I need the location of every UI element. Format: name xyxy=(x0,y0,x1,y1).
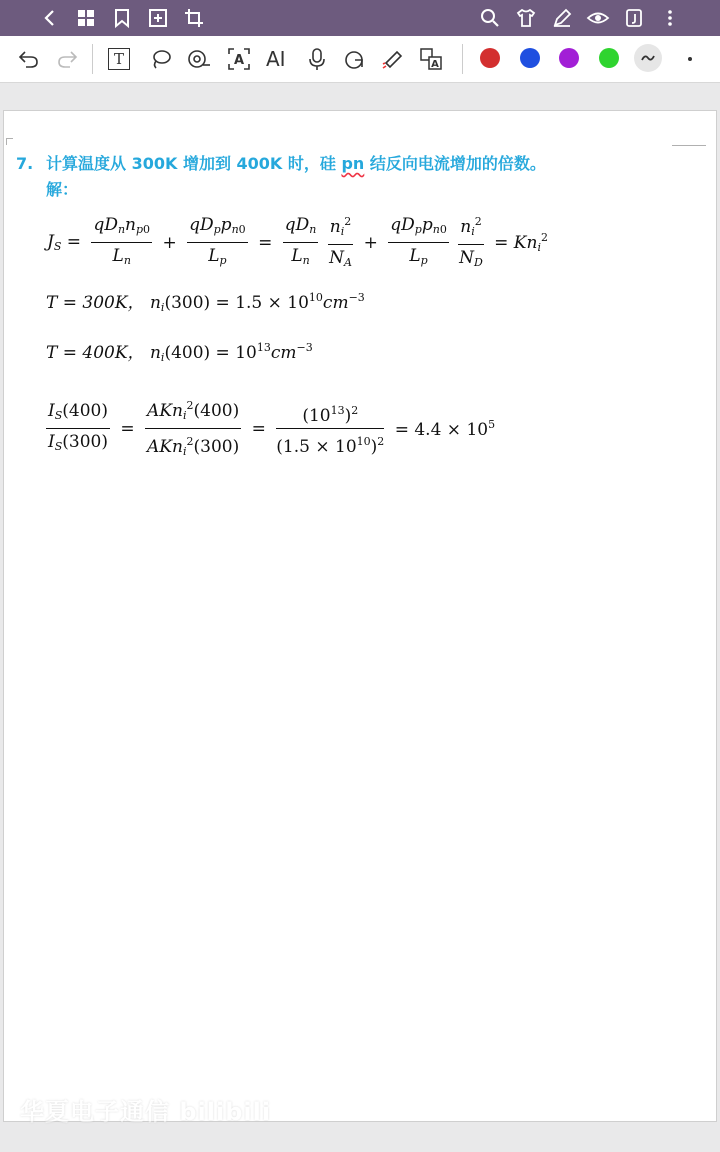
page-corner-mark xyxy=(6,138,13,145)
equation-ratio: $\frac{I_S(400)}{I_S(300)}$ = AKn$_i^2$(400) AKn$_i^2$(300) = $\frac{(10^{13})^2}{(1.5 \times 10^{10})^2}$ = $4.4 \times 10^5$ xyxy=(44,396,498,462)
color-green-swatch[interactable] xyxy=(599,48,619,68)
crop-icon[interactable] xyxy=(182,6,206,30)
app-top-bar xyxy=(0,0,720,36)
eraser-pen-icon[interactable] xyxy=(380,46,406,72)
problem-number: 7. xyxy=(16,154,34,173)
problem-pn: pn xyxy=(341,154,365,173)
equation-ni-300: T = 300K， $n_i(300) = 1.5 \times 10^{10}cm^{-3}$ xyxy=(46,291,365,314)
toolbar-divider xyxy=(462,44,463,74)
color-blue-swatch[interactable] xyxy=(520,48,540,68)
shirt-icon[interactable] xyxy=(514,6,538,30)
tool-bar xyxy=(0,36,720,83)
problem-text-part: 计算温度从 300K 增加到 400K 时，硅 xyxy=(46,154,342,173)
color-purple-swatch[interactable] xyxy=(559,48,579,68)
text-box-icon[interactable]: T xyxy=(108,48,130,70)
bracket-doc-icon[interactable] xyxy=(622,6,646,30)
svg-text:A: A xyxy=(431,59,439,70)
pen-style-button[interactable] xyxy=(634,44,662,72)
redo-icon[interactable] xyxy=(54,46,80,72)
grid-icon[interactable] xyxy=(74,6,98,30)
color-red-swatch[interactable] xyxy=(480,48,500,68)
problem-statement xyxy=(16,151,546,174)
stroke-size-dot[interactable] xyxy=(688,57,692,61)
undo-icon[interactable] xyxy=(16,46,42,72)
shape-icon[interactable] xyxy=(342,46,368,72)
problem-text-part: 结反向电流增加的倍数。 xyxy=(364,154,546,173)
lasso-icon[interactable] xyxy=(148,46,174,72)
tape-icon[interactable] xyxy=(186,46,212,72)
translate-icon[interactable] xyxy=(418,46,444,72)
microphone-icon[interactable] xyxy=(304,46,330,72)
toolbar-divider xyxy=(92,44,93,74)
pen-edit-icon[interactable] xyxy=(550,6,574,30)
search-icon[interactable] xyxy=(478,6,502,30)
add-page-icon[interactable] xyxy=(146,6,170,30)
ai-icon[interactable]: AI xyxy=(266,47,286,71)
equation-current-density: $J_S$ = $qD_nn_{p0}$ $L_n$ + $qD_pp_{n0}$ $L_p$ = $qD_n$ $L_n$ $\frac{n_i^2}{N_A}$ + $qD_pp_{n0}$ $L_p$ $\frac{n_i^2}{N_D}$ = $Kn_i^2$ xyxy=(44,212,551,273)
more-vertical-icon[interactable] xyxy=(658,6,682,30)
equation-ni-400: T = 400K， $n_i(400) = 10^{13}cm^{-3}$ xyxy=(46,341,313,364)
eye-icon[interactable] xyxy=(586,6,610,30)
squiggle-icon xyxy=(634,44,662,72)
bookmark-icon[interactable] xyxy=(110,6,134,30)
watermark: 华夏电子通信 bilibili xyxy=(20,1098,272,1126)
page-corner-mark xyxy=(672,145,706,146)
solution-label: 解： xyxy=(46,180,79,199)
back-icon[interactable] xyxy=(38,6,62,30)
ocr-text-icon[interactable] xyxy=(226,46,252,72)
svg-text:A: A xyxy=(233,53,245,68)
